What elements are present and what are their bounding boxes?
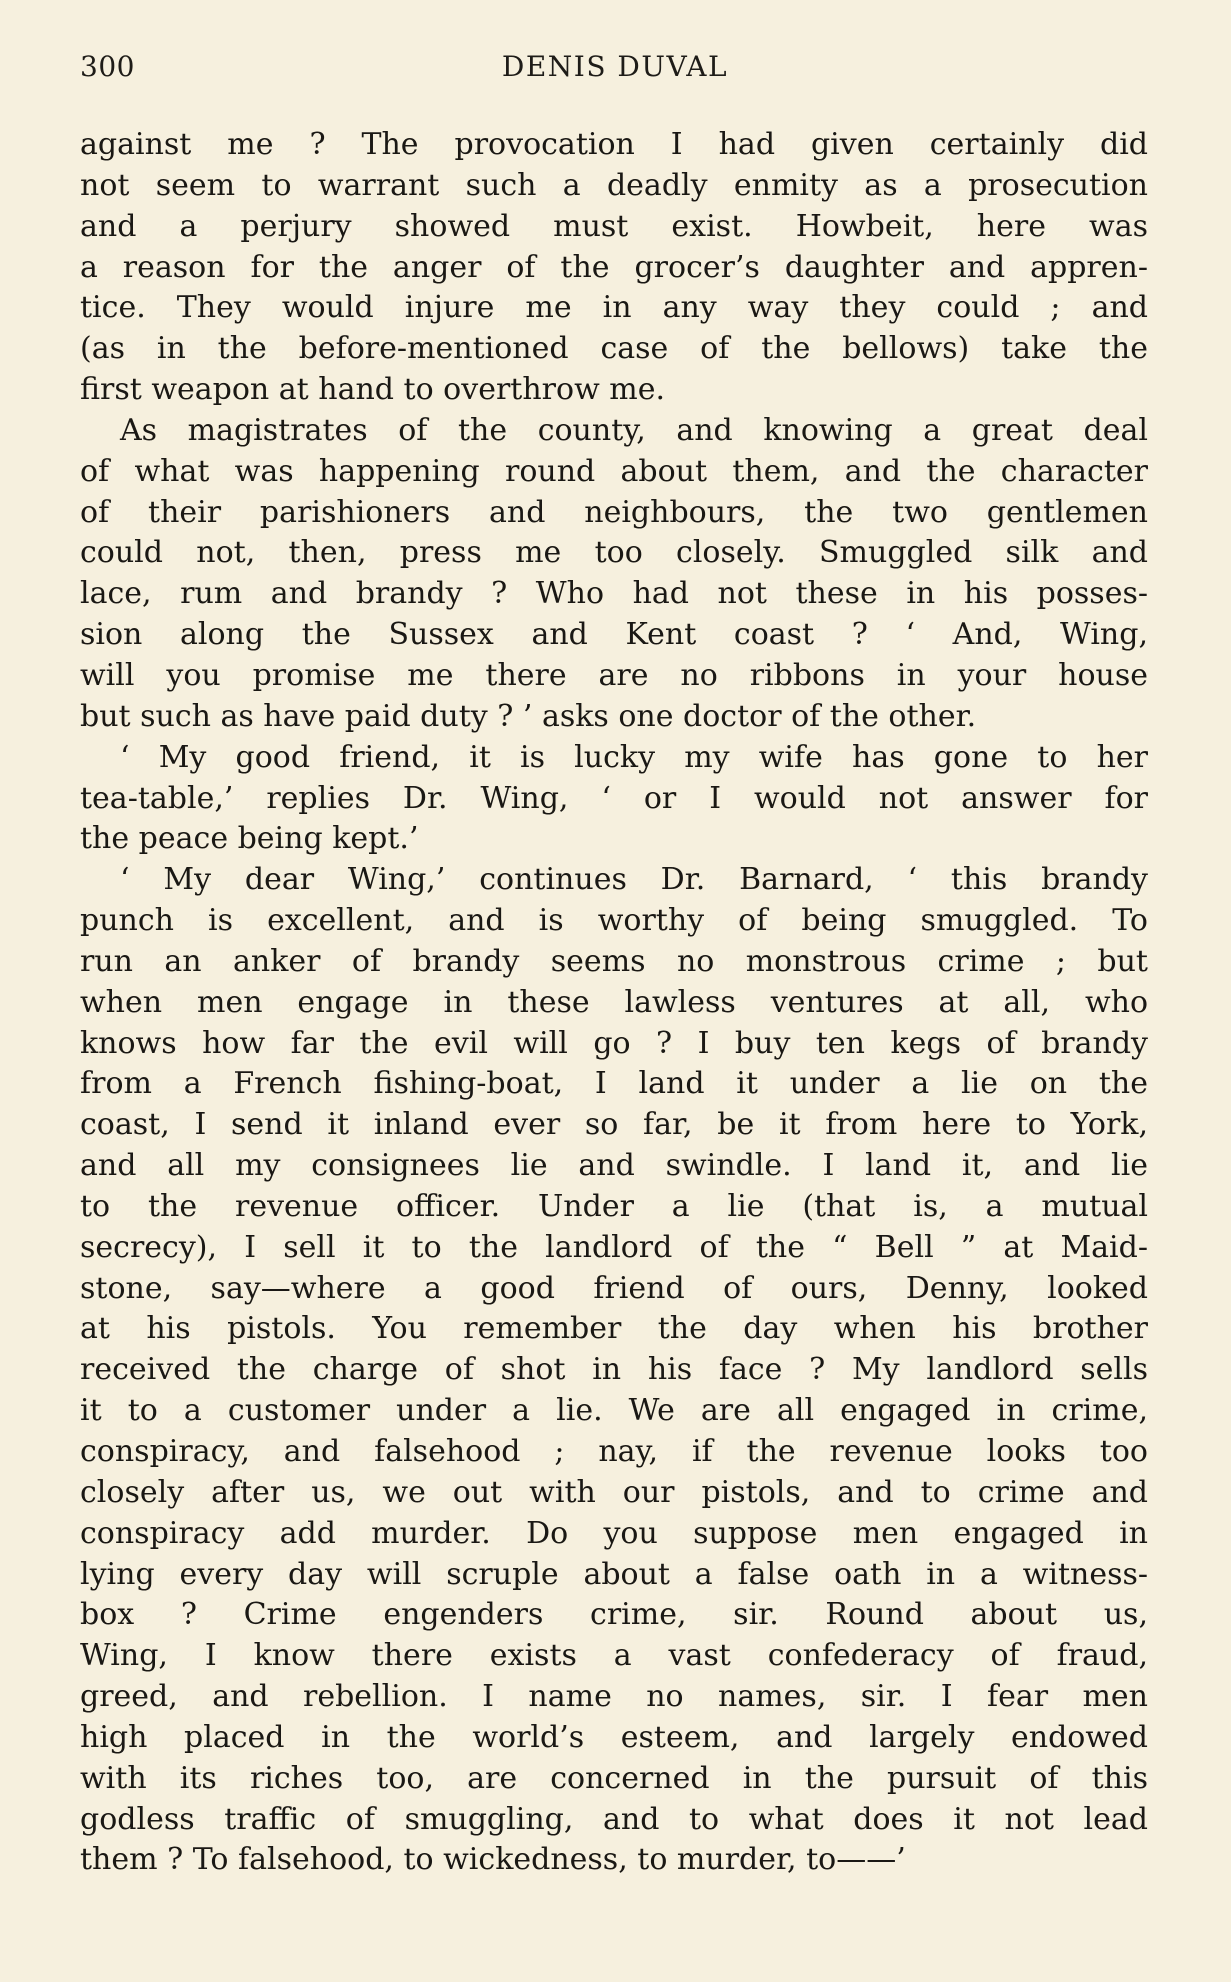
text-line: high placed in the world’s esteem, and largely endowed <box>80 1719 1148 1755</box>
text-line: of their parishioners and neighbours, the two gentlemen <box>80 494 1148 530</box>
text-line: box ? Crime engenders crime, sir. Round about us, <box>80 1597 1148 1633</box>
text-line: could not, then, press me too closely. Smuggled silk and <box>80 535 1148 571</box>
text-line: and a perjury showed must exist. Howbeit, here was <box>80 208 1148 244</box>
text-line: greed, and rebellion. I name no names, sir. I fear men <box>80 1679 1148 1715</box>
page-number: 300 <box>80 50 135 83</box>
text-line: stone, say—where a good friend of ours, Denny, looked <box>80 1270 1148 1306</box>
text-line: closely after us, we out with our pistols, and to crime and <box>80 1474 1148 1510</box>
paragraph <box>80 125 1148 411</box>
text-line: As magistrates of the county, and knowing a great deal <box>120 412 1148 448</box>
text-line: ‘ My good friend, it is lucky my wife has gone to her <box>120 739 1148 775</box>
paragraph <box>80 411 1148 738</box>
text-line: sion along the Sussex and Kent coast ? ‘ And, Wing, <box>80 617 1148 653</box>
text-line: godless traffic of smuggling, and to what does it not lead <box>80 1801 1148 1837</box>
text-line: conspiracy, and falsehood ; nay, if the revenue looks too <box>80 1434 1148 1469</box>
text-line: them ? To falsehood, to wickedness, to murder, to——’ <box>80 1842 906 1878</box>
text-line: conspiracy add murder. Do you suppose men engaged in <box>80 1515 1148 1551</box>
text-line: not seem to warrant such a deadly enmity as a prosecution <box>80 167 1148 203</box>
text-line: Wing, I know there exists a vast confederacy of fraud, <box>80 1638 1148 1674</box>
text-line: ‘ My dear Wing,’ continues Dr. Barnard, ‘ this brandy <box>120 862 1148 898</box>
body-text <box>80 125 1148 1881</box>
paragraph <box>80 738 1148 861</box>
text-line: at his pistols. You remember the day when his brother <box>80 1311 1148 1347</box>
text-line: coast, I send it inland ever so far, be it from here to York, <box>80 1107 1148 1143</box>
text-line: secrecy), I sell it to the landlord of the “ Bell ” at Maid- <box>80 1229 1148 1265</box>
text-line: with its riches too, are concerned in the pursuit of this <box>80 1760 1148 1796</box>
running-head <box>80 50 1150 90</box>
text-line: received the charge of shot in his face ? My landlord sells <box>80 1352 1148 1388</box>
text-line: of what was happening round about them, and the character <box>80 453 1148 489</box>
text-line: first weapon at hand to overthrow me. <box>80 372 666 408</box>
text-line: lace, rum and brandy ? Who had not these in his posses- <box>80 576 1148 612</box>
text-line: tice. They would injure me in any way they could ; and <box>80 290 1148 326</box>
text-line: it to a customer under a lie. We are all engaged in crime, <box>80 1393 1148 1429</box>
paragraph <box>80 860 1148 1881</box>
text-line: to the revenue officer. Under a lie (that is, a mutual <box>80 1188 1148 1224</box>
text-line: run an anker of brandy seems no monstrous crime ; but <box>80 943 1148 979</box>
text-line: knows how far the evil will go ? I buy ten kegs of brandy <box>80 1025 1148 1061</box>
book-title: DENIS DUVAL <box>501 50 729 83</box>
text-line: a reason for the anger of the grocer’s daughter and appren- <box>80 249 1148 285</box>
text-line: will you promise me there are no ribbons in your house <box>80 657 1148 693</box>
text-line: tea-table,’ replies Dr. Wing, ‘ or I would not answer for <box>80 780 1148 816</box>
text-line: the peace being kept.’ <box>80 821 419 857</box>
text-line: against me ? The provocation I had given certainly did <box>80 127 1148 162</box>
text-line: but such as have paid duty ? ’ asks one doctor of the other. <box>80 698 977 734</box>
text-line: and all my consignees lie and swindle. I land it, and lie <box>80 1148 1148 1184</box>
text-line: lying every day will scruple about a false oath in a witness- <box>80 1556 1148 1592</box>
text-line: when men engage in these lawless ventures at all, who <box>80 984 1148 1020</box>
text-line: (as in the before-mentioned case of the bellows) take the <box>80 331 1148 367</box>
text-line: punch is excellent, and is worthy of being smuggled. To <box>80 903 1148 939</box>
text-line: from a French fishing-boat, I land it under a lie on the <box>80 1066 1148 1102</box>
